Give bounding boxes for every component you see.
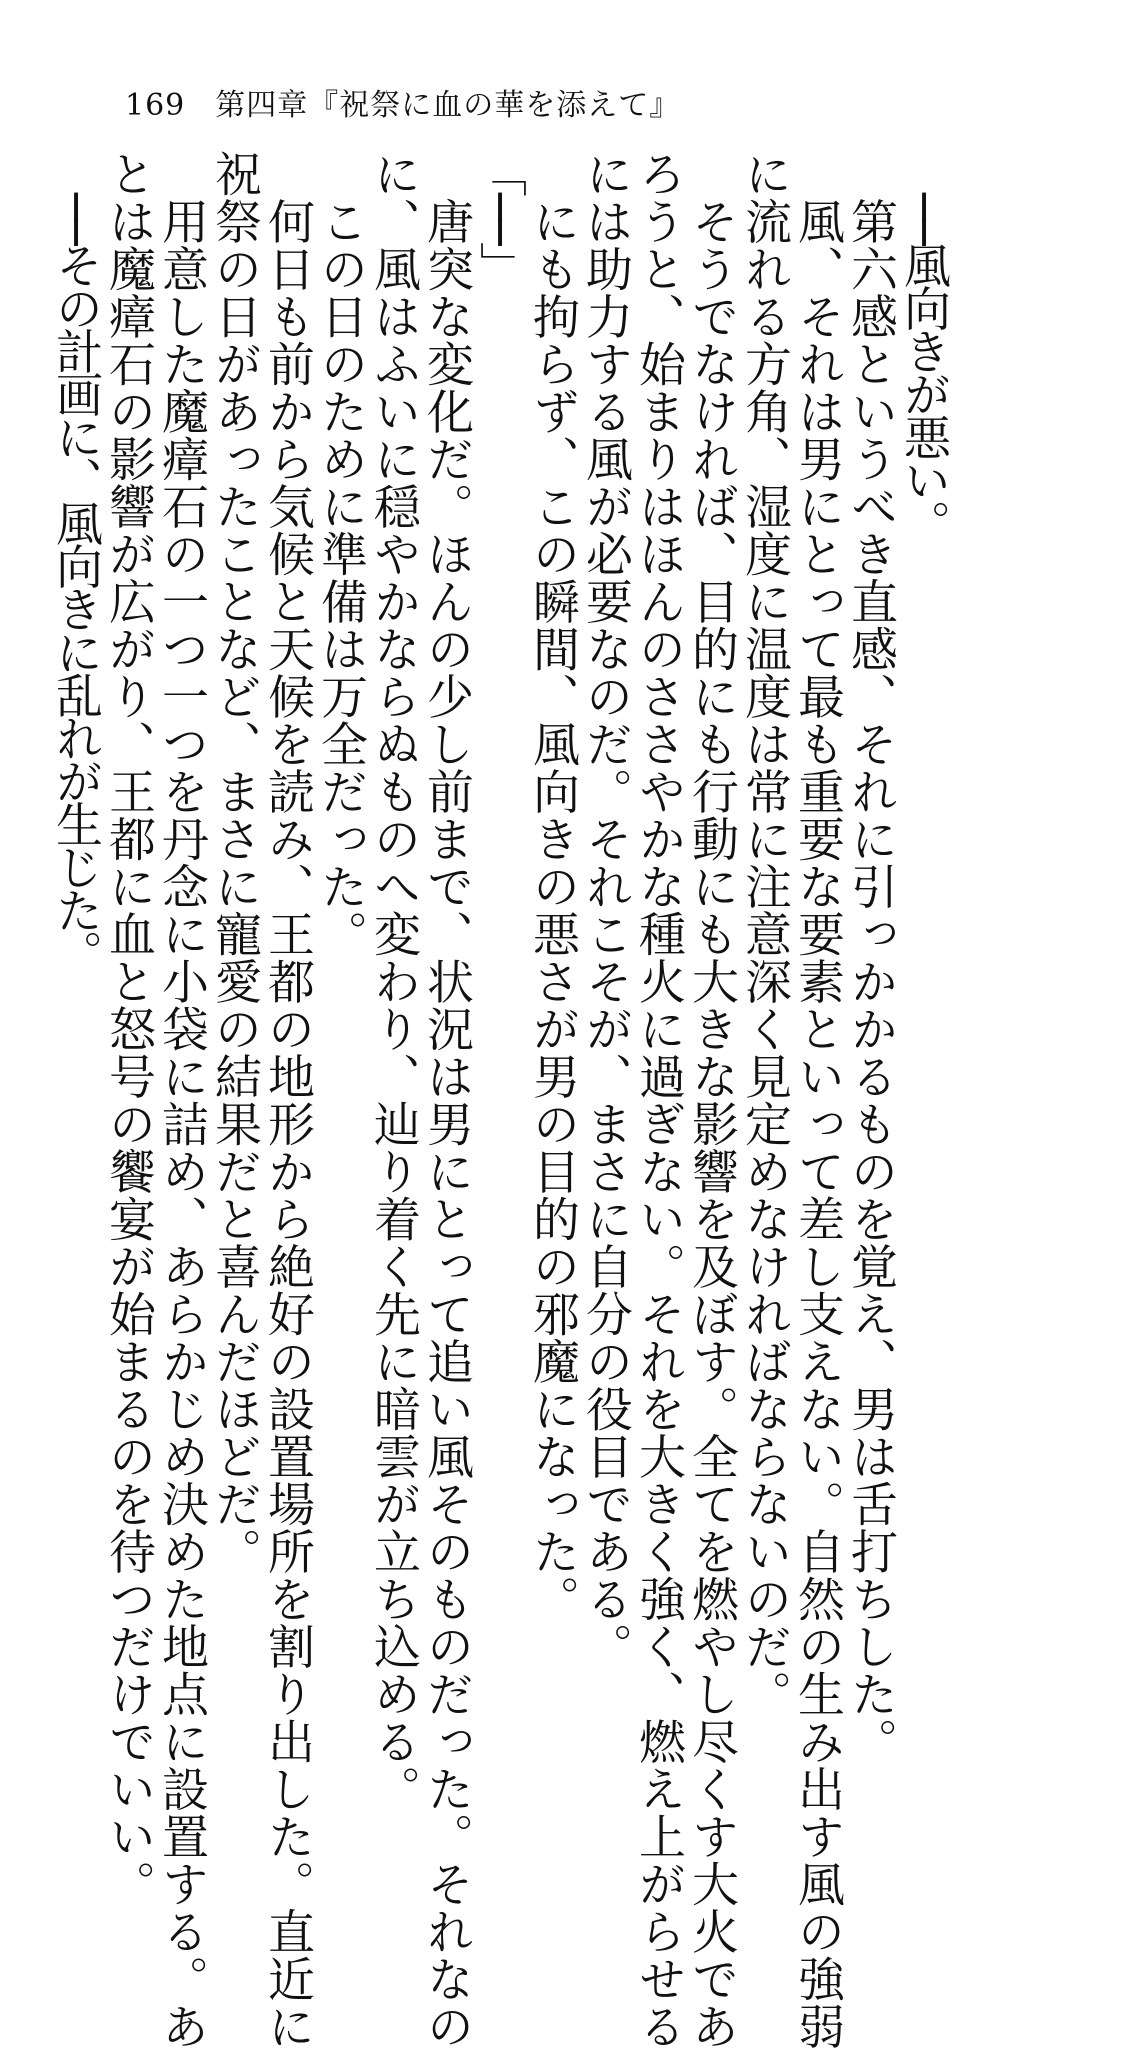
text-line: 第六感というべき直感、それに引っかかるものを覚え、男は舌打ちした。 [843, 150, 898, 1765]
text-line: 風、それは男にとって最も重要な要素といって差し支えない。自然の生み出す風の強弱 [790, 150, 845, 2050]
text-line: ろうと、始まりはほんのささやかな種火に過ぎない。それを大きく強く、燃え上がらせる [631, 150, 686, 2050]
page-number: 169 [125, 88, 186, 123]
vertical-body-text [48, 150, 951, 2050]
text-line: とは魔瘴石の影響が広がり、王都に血と怒号の饗宴が始まるのを待つだけでいい。 [101, 150, 156, 1908]
text-line: そうでなければ、目的にも行動にも大きな影響を及ぼす。全てを燃やし尽くす大火であ [684, 150, 739, 2050]
text-line: 何日も前から気候と天候を読み、王都の地形から絶好の設置場所を割り出した。直近に [260, 150, 315, 2050]
text-line: にも拘らず、この瞬間、風向きの悪さが男の目的の邪魔になった。 [525, 150, 580, 1623]
text-line: には助力する風が必要なのだ。それこそが、まさに自分の役目である。 [578, 150, 633, 1670]
text-line: 「──」 [472, 150, 527, 285]
text-line: 祝祭の日があったことなど、まさに寵愛の結果だと喜んだほどだ。 [207, 150, 262, 1575]
text-line: に、風はふいに穏やかならぬものへ変わり、辿り着く先に暗雲が立ち込める。 [366, 150, 421, 1813]
text-line: ──風向きが悪い。 [896, 150, 951, 543]
text-line: 唐突な変化だ。ほんの少し前まで、状況は男にとって追い風そのものだった。それなの [419, 150, 474, 2050]
text-line: この日のために準備は万全だった。 [313, 150, 368, 958]
text-line: 用意した魔瘴石の一つ一つを丹念に小袋に詰め、あらかじめ決めた地点に設置する。あ [154, 150, 209, 2050]
chapter-title: 第四章『祝祭に血の華を添えて』 [215, 88, 681, 123]
running-header [125, 80, 680, 124]
text-line: に流れる方角、湿度に温度は常に注意深く見定めなければならないのだ。 [737, 150, 792, 1718]
text-line: ──その計画に、風向きに乱れが生じた。 [48, 150, 103, 973]
